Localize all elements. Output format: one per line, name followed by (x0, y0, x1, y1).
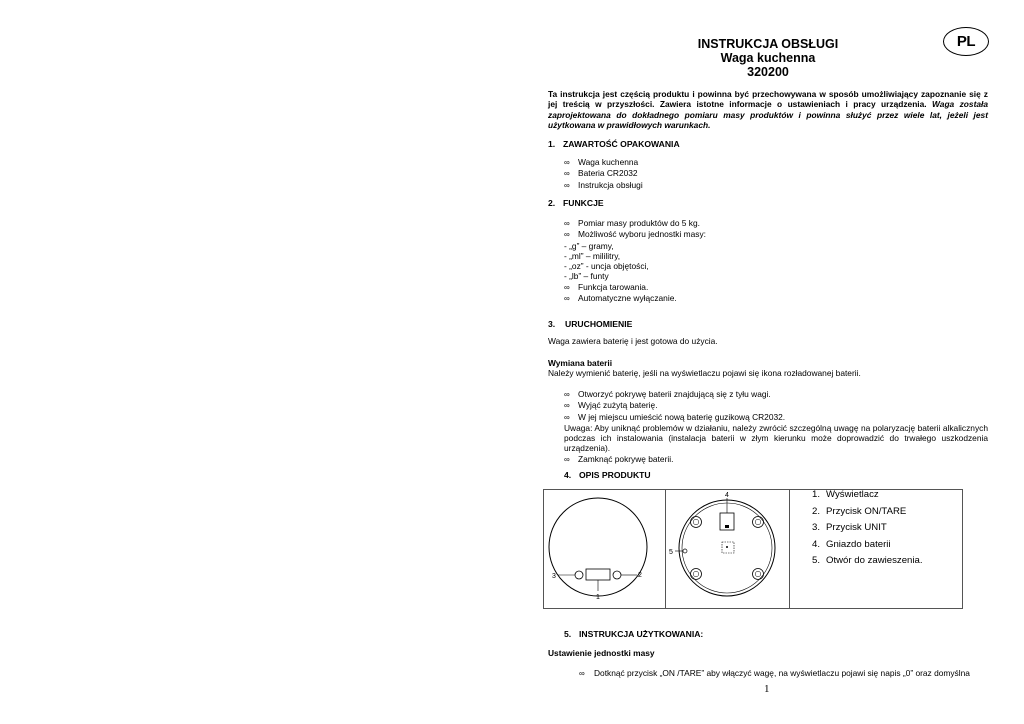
list-item (564, 400, 988, 411)
hanging-hole-shape (683, 549, 687, 553)
bullet-icon: ∞ (564, 454, 570, 464)
section-4-title: OPIS PRODUKTU (579, 470, 651, 480)
foot-shape (753, 569, 764, 580)
list-item (564, 218, 988, 229)
list-item (564, 168, 643, 179)
list-item (564, 229, 988, 240)
list-item-text: Otworzyć pokrywę baterii znajdującą się z tyłu wagi. (578, 389, 771, 399)
display-shape (586, 569, 610, 580)
title-line-1: INSTRUKCJA OBSŁUGI (697, 37, 839, 51)
foot-inner-shape (755, 519, 761, 525)
bullet-icon: ∞ (564, 169, 570, 179)
bullet-icon: ∞ (564, 294, 570, 304)
label-4: 4 (725, 492, 729, 499)
table-divider (789, 490, 790, 608)
battery-subheading: Wymiana baterii (548, 358, 613, 368)
list-item-text: Instrukcja obsługi (578, 179, 643, 190)
bullet-icon: ∞ (564, 180, 570, 190)
list-item-text: Dotknąć przycisk „ON /TARE” aby włączyć wagę, na wyświetlaczu pojawi się napis „0” oraz domyślna (594, 668, 970, 678)
parts-list-item (812, 537, 923, 554)
section-5-list (579, 668, 991, 679)
label-1: 1 (596, 594, 600, 601)
label-5: 5 (669, 549, 673, 556)
title-line-2: Waga kuchenna (720, 51, 816, 65)
section-2-list (564, 218, 988, 304)
foot-shape (753, 517, 764, 528)
foot-inner-shape (693, 519, 699, 525)
foot-inner-shape (755, 571, 761, 577)
section-1-number: 1. (548, 139, 556, 149)
battery-subtext: Należy wymienić baterię, jeśli na wyświetlaczu pojawi się ikona rozładowanej baterii. (548, 368, 861, 378)
bullet-icon: ∞ (564, 230, 570, 240)
part-label: Otwór do zawieszenia. (826, 555, 923, 566)
section-1-title: ZAWARTOŚĆ OPAKOWANIA (563, 139, 680, 149)
section-3-number: 3. (548, 319, 556, 329)
list-item (564, 454, 988, 465)
section-5-number: 5. (564, 629, 572, 639)
section-4-number: 4. (564, 470, 572, 480)
list-item (564, 180, 643, 191)
part-number: 2. (812, 505, 821, 517)
center-dot-shape (726, 546, 728, 548)
scale-back-diagram (666, 490, 789, 608)
bullet-icon: ∞ (564, 158, 570, 167)
unit-item: - „g” – gramy, (564, 240, 614, 251)
list-item-text: Bateria CR2032 (578, 168, 638, 179)
foot-shape (691, 517, 702, 528)
part-label: Gniazdo baterii (826, 538, 891, 550)
bullet-icon: ∞ (564, 219, 570, 228)
parts-list-item (812, 520, 923, 537)
bullet-icon: ∞ (564, 401, 570, 411)
battery-note: Uwaga: Aby uniknąć problemów w działaniu, należy zwrócić szczególną uwagę na polaryzację baterii alkalicznych podczas ich instalowania (instalacja baterii w złym kierunku może doprowadzić do trwałego uszkodzenia urządzenia). (564, 422, 988, 454)
list-item (564, 293, 988, 304)
list-item-text: Automatyczne wyłączanie. (578, 293, 677, 304)
list-item (564, 412, 988, 423)
list-item-text: Waga kuchenna (578, 157, 639, 167)
section-2-title: FUNKCJE (563, 198, 604, 208)
list-item-text: Pomiar masy produktów do 5 kg. (578, 218, 700, 228)
title-line-3: 320200 (747, 65, 789, 79)
scale-front-diagram (544, 490, 665, 608)
language-badge: PL (943, 27, 989, 56)
section-5-subheading: Ustawienie jednostki masy (548, 648, 655, 658)
parts-list (812, 487, 923, 570)
section-5-title: INSTRUKCJA UŻYTKOWANIA: (579, 629, 704, 639)
section-3-heading (548, 319, 632, 329)
label-3: 3 (552, 573, 556, 580)
label-2: 2 (638, 572, 642, 579)
bullet-icon: ∞ (579, 669, 585, 678)
list-item (564, 389, 988, 400)
list-item-text: Możliwość wyboru jednostki masy: (578, 229, 706, 240)
section-3-text: Waga zawiera baterię i jest gotowa do użycia. (548, 336, 718, 346)
section-4-heading (564, 470, 651, 480)
part-label: Wyświetlacz (826, 489, 879, 500)
section-3-list (564, 389, 988, 465)
intro-italic-text: Waga została zaprojektowana do dokładnego pomiaru masy produktów i powinna służyć przez wiele lat, jeżeli jest użytkowana w prawidłowych warunkach. (548, 99, 989, 130)
section-1-heading (548, 139, 680, 149)
bullet-icon: ∞ (564, 282, 570, 292)
tare-button-shape (613, 571, 621, 579)
part-number: 3. (812, 522, 821, 533)
list-item-text: Zamknąć pokrywę baterii. (578, 453, 674, 464)
unit-button-shape (575, 571, 583, 579)
unit-item: - „ml” – mililitry, (564, 250, 621, 261)
foot-inner-shape (693, 571, 699, 577)
part-label: Przycisk UNIT (826, 522, 887, 533)
parts-list-item (812, 504, 923, 521)
intro-paragraph (548, 89, 988, 130)
list-item (564, 282, 988, 293)
section-1-list (564, 157, 643, 191)
bullet-icon: ∞ (564, 390, 570, 399)
part-label: Przycisk ON/TARE (826, 505, 907, 517)
battery-latch-shape (725, 525, 729, 528)
list-item-text: Wyjąć zużytą baterię. (578, 400, 658, 411)
unit-item: - „oz” - uncja objętości, (564, 261, 649, 272)
part-number: 1. (812, 489, 821, 500)
parts-list-item (812, 487, 923, 504)
section-2-heading (548, 198, 604, 208)
section-5-heading (564, 629, 703, 639)
page-number: 1 (764, 683, 770, 695)
unit-item: - „lb” – funty (564, 271, 609, 282)
bullet-icon: ∞ (564, 412, 570, 422)
list-item-text: W jej miejscu umieścić nową baterię guzikową CR2032. (578, 411, 786, 422)
list-item (564, 157, 643, 168)
list-item-text: Funkcja tarowania. (578, 281, 649, 292)
section-2-number: 2. (548, 198, 556, 208)
part-number: 4. (812, 538, 821, 550)
section-3-title: URUCHOMIENIE (565, 319, 633, 329)
parts-list-item (812, 553, 923, 570)
part-number: 5. (812, 555, 821, 566)
list-item (579, 668, 991, 679)
foot-shape (691, 569, 702, 580)
center-label-shape (722, 542, 734, 553)
intro-bold-text: Ta instrukcja jest częścią produktu i powinna być przechowywana w sposób umożliwiający zapoznanie się z jej treścią w przyszłości. Zawiera istotne informacje o ustawieniach i pracy urządzenia. (548, 89, 988, 110)
